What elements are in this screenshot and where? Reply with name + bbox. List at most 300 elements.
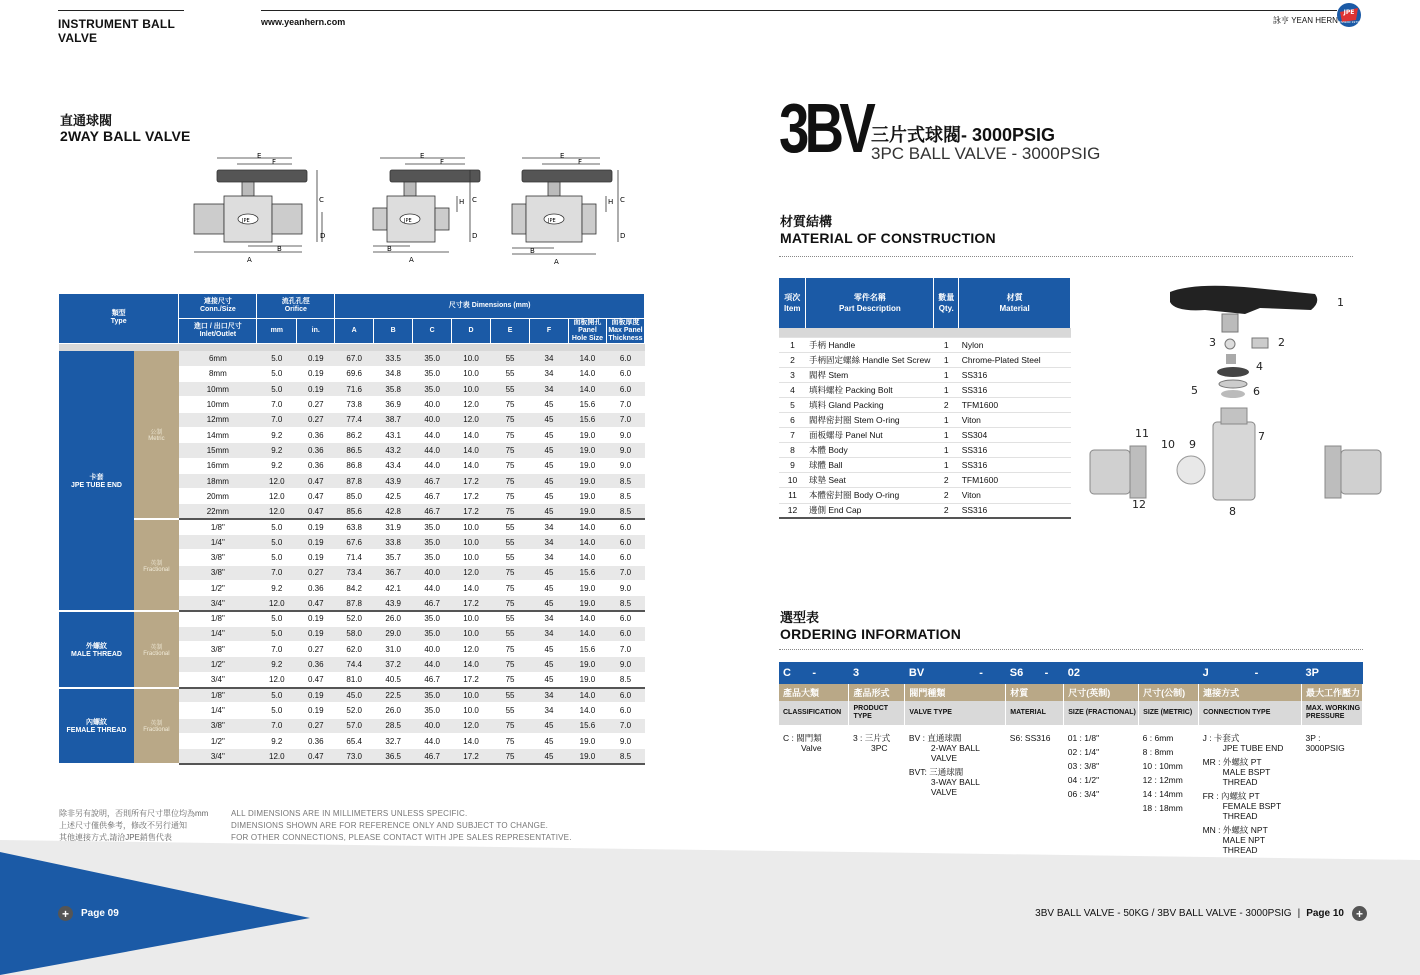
code-02: 02 xyxy=(1064,662,1139,684)
material-cell: Chrome-Plated Steel xyxy=(959,352,1071,367)
material-cell: Viton xyxy=(959,412,1071,427)
table-cell: 35.8 xyxy=(374,382,413,397)
table-cell: 36.7 xyxy=(374,565,413,580)
code-3: 3 xyxy=(849,662,905,684)
table-cell: 32.7 xyxy=(374,733,413,748)
table-cell: 1/2" xyxy=(179,580,257,595)
material-cell: 手柄固定螺絲 Handle Set Screw xyxy=(806,352,934,367)
opt-material: S6: SS316 xyxy=(1009,733,1051,743)
table-cell: 1/8" xyxy=(179,611,257,626)
table-cell: 19.0 xyxy=(568,427,606,442)
table-cell: 34 xyxy=(530,366,569,381)
unit-label: 公制 Metric xyxy=(134,351,179,519)
code-metric xyxy=(1139,662,1199,684)
table-cell: 12.0 xyxy=(452,397,491,412)
table-cell: 12.0 xyxy=(257,596,297,611)
table-cell: 75 xyxy=(491,473,530,488)
table-cell: 6.0 xyxy=(606,550,644,565)
table-cell: 44.0 xyxy=(413,443,452,458)
opt-connection: J : 卡套式 JPE TUBE END MR : 外螺紋 PT MALE BSPT THREAD FR : 內螺紋 PT FEMALE BSPT THREAD MN : 外螺紋 NPT MALE NPT THREAD xyxy=(1202,733,1284,855)
table-cell: 10.0 xyxy=(452,703,491,718)
col-in: in. xyxy=(297,318,335,343)
dim-d-label: D xyxy=(320,232,326,240)
material-row xyxy=(779,397,1071,412)
table-cell: 14.0 xyxy=(568,703,606,718)
table-cell: 12.0 xyxy=(452,642,491,657)
table-cell: 75 xyxy=(491,443,530,458)
table-cell: 46.7 xyxy=(413,473,452,488)
table-cell: 19.0 xyxy=(568,580,606,595)
material-cell: 2 xyxy=(779,352,806,367)
table-cell: 40.0 xyxy=(413,642,452,657)
table-cell: 0.47 xyxy=(297,672,335,687)
body-badge: JPE xyxy=(242,218,250,224)
table-cell: 42.1 xyxy=(374,580,413,595)
table-cell: 9.2 xyxy=(257,427,297,442)
table-cell: 10.0 xyxy=(452,366,491,381)
table-cell: 12.0 xyxy=(257,504,297,519)
callout-5: 5 xyxy=(1191,384,1198,397)
table-cell: 36.5 xyxy=(374,749,413,764)
table-cell: 0.19 xyxy=(297,366,335,381)
cat-en-3: MATERIAL xyxy=(1006,701,1064,725)
table-cell: 0.19 xyxy=(297,611,335,626)
material-cell: 5 xyxy=(779,397,806,412)
table-cell: 20mm xyxy=(179,489,257,504)
table-cell: 45 xyxy=(530,443,569,458)
material-cell: 11 xyxy=(779,488,806,503)
dim-c-label: C xyxy=(472,196,477,204)
material-cell: 1 xyxy=(934,412,959,427)
table-cell: 5.0 xyxy=(257,626,297,641)
material-cell: 球墊 Seat xyxy=(806,473,934,488)
table-cell: 17.2 xyxy=(452,489,491,504)
table-cell: 8.5 xyxy=(606,749,644,764)
table-cell: 58.0 xyxy=(335,626,374,641)
table-cell: 35.0 xyxy=(413,351,452,366)
table-cell: 14.0 xyxy=(568,626,606,641)
table-cell: 15.6 xyxy=(568,718,606,733)
table-cell: 44.0 xyxy=(413,733,452,748)
table-cell: 46.7 xyxy=(413,504,452,519)
table-cell: 8.5 xyxy=(606,596,644,611)
catalog-title-line1: INSTRUMENT BALL xyxy=(58,17,175,31)
col-f: F xyxy=(530,318,569,343)
table-cell: 44.0 xyxy=(413,458,452,473)
notes-zh: 除非另有說明，否則所有尺寸單位均為mm 上述尺寸僅供參考，修改不另行通知 其他連接方式,請洽JPE銷售代表 xyxy=(59,809,209,842)
unit-label: 英制 Fractional xyxy=(134,611,179,687)
female-thread-diagram xyxy=(510,152,656,270)
table-cell: 87.8 xyxy=(335,596,374,611)
cat-en-5: SIZE (METRIC) xyxy=(1139,701,1199,725)
table-cell: 7.0 xyxy=(257,397,297,412)
cat-zh-3: 材質 xyxy=(1006,684,1064,701)
col-a: A xyxy=(335,318,374,343)
table-cell: 6.0 xyxy=(606,382,644,397)
table-cell: 35.0 xyxy=(413,703,452,718)
cat-zh-2: 閥門種類 xyxy=(905,684,1006,701)
table-cell: 75 xyxy=(491,672,530,687)
table-cell: 0.36 xyxy=(297,733,335,748)
table-cell: 52.0 xyxy=(335,611,374,626)
table-cell: 7.0 xyxy=(257,642,297,657)
page-number-right xyxy=(1035,906,1375,921)
table-cell: 9.2 xyxy=(257,657,297,672)
table-cell: 9.2 xyxy=(257,443,297,458)
table-cell: 0.19 xyxy=(297,703,335,718)
table-cell: 19.0 xyxy=(568,749,606,764)
material-cell: 填料螺栓 Packing Bolt xyxy=(806,382,934,397)
table-cell: 31.9 xyxy=(374,519,413,534)
table-cell: 10mm xyxy=(179,382,257,397)
col-part: 零件名稱 Part Description xyxy=(806,278,934,328)
table-cell: 45 xyxy=(530,642,569,657)
table-cell: 10.0 xyxy=(452,688,491,703)
table-cell: 0.47 xyxy=(297,749,335,764)
material-cell: 2 xyxy=(934,397,959,412)
table-cell: 40.0 xyxy=(413,565,452,580)
page-number-left: + Page 09 xyxy=(50,906,119,921)
table-cell: 10.0 xyxy=(452,550,491,565)
table-cell: 86.2 xyxy=(335,427,374,442)
table-cell: 17.2 xyxy=(452,672,491,687)
table-cell: 15.6 xyxy=(568,642,606,657)
table-cell: 75 xyxy=(491,458,530,473)
opt-valve-type: BV : 直通球閥 2-WAY BALL VALVE BVT: 三通球閥 3-WAY BALL VALVE xyxy=(908,733,980,797)
table-cell: 34 xyxy=(530,626,569,641)
table-cell: 14mm xyxy=(179,427,257,442)
table-cell: 9.0 xyxy=(606,733,644,748)
dim-c-label: C xyxy=(620,196,625,204)
material-cell: SS304 xyxy=(959,428,1071,443)
callout-4: 4 xyxy=(1256,360,1263,373)
cat-en-7: MAX. WORKING PRESSURE xyxy=(1301,701,1362,725)
callout-2: 2 xyxy=(1278,336,1285,349)
code-bv: BV - xyxy=(905,662,1006,684)
table-cell: 62.0 xyxy=(335,642,374,657)
table-cell: 0.47 xyxy=(297,473,335,488)
table-cell: 29.0 xyxy=(374,626,413,641)
opt-fractional: 01 : 1/8" 02 : 1/4" 03 : 3/8" 04 : 1/2" 06 : 3/4" xyxy=(1067,733,1100,799)
website-url[interactable]: www.yeanhern.com xyxy=(261,10,1337,27)
table-cell: 45 xyxy=(530,427,569,442)
dim-e-label: E xyxy=(420,152,425,160)
table-cell: 10.0 xyxy=(452,611,491,626)
table-cell: 44.0 xyxy=(413,657,452,672)
unit-label: 英制 Fractional xyxy=(134,688,179,764)
body-badge: JPE xyxy=(548,218,556,224)
table-cell: 12.0 xyxy=(452,412,491,427)
table-cell: 7.0 xyxy=(606,718,644,733)
table-cell: 43.2 xyxy=(374,443,413,458)
group-label: 卡套 JPE TUBE END xyxy=(59,351,134,611)
brand-name: 詠亨 YEAN HERN xyxy=(1273,16,1338,25)
table-cell: 26.0 xyxy=(374,703,413,718)
callout-8: 8 xyxy=(1229,505,1236,518)
material-cell: 1 xyxy=(934,337,959,352)
table-cell: 6.0 xyxy=(606,351,644,366)
table-cell: 12.0 xyxy=(452,565,491,580)
section-title-en: 2WAY BALL VALVE xyxy=(60,128,191,144)
table-cell: 19.0 xyxy=(568,596,606,611)
table-cell: 45 xyxy=(530,718,569,733)
table-cell: 5.0 xyxy=(257,535,297,550)
table-cell: 0.36 xyxy=(297,443,335,458)
logo-sub-text: TAIWAN 1979 xyxy=(1338,20,1360,24)
table-cell: 35.0 xyxy=(413,688,452,703)
table-cell: 75 xyxy=(491,397,530,412)
table-cell: 69.6 xyxy=(335,366,374,381)
dim-f-label: F xyxy=(578,158,583,166)
dim-a-label: A xyxy=(554,258,559,266)
table-cell: 45 xyxy=(530,749,569,764)
exploded-view-illustration xyxy=(1085,280,1385,520)
cat-zh-0: 產品大類 xyxy=(779,684,849,701)
material-cell: 1 xyxy=(934,367,959,382)
col-panel-hole: 面板開孔 Panel Hole Size xyxy=(568,318,606,343)
table-cell: 6.0 xyxy=(606,611,644,626)
table-cell: 6.0 xyxy=(606,535,644,550)
table-cell: 12.0 xyxy=(257,672,297,687)
code-c: C - xyxy=(779,662,849,684)
table-cell: 10.0 xyxy=(452,626,491,641)
table-cell: 0.36 xyxy=(297,427,335,442)
table-cell: 7.0 xyxy=(606,397,644,412)
material-cell: 2 xyxy=(934,473,959,488)
table-cell: 9.0 xyxy=(606,458,644,473)
plus-circle-icon: + xyxy=(58,906,73,921)
table-cell: 55 xyxy=(491,351,530,366)
dim-h-label: H xyxy=(608,198,614,206)
cat-zh-1: 產品形式 xyxy=(849,684,905,701)
table-cell: 5.0 xyxy=(257,519,297,534)
catalog-title-line2: VALVE xyxy=(58,31,98,45)
table-cell: 0.19 xyxy=(297,519,335,534)
table-cell: 1/2" xyxy=(179,733,257,748)
table-cell: 46.7 xyxy=(413,749,452,764)
col-panel-thickness: 面板厚度 Max Panel Thickness xyxy=(608,318,643,342)
material-cell: TFM1600 xyxy=(959,397,1071,412)
col-d: D xyxy=(452,318,491,343)
cat-en-2: VALVE TYPE xyxy=(905,701,1006,725)
table-cell: 45 xyxy=(530,412,569,427)
material-row xyxy=(779,503,1071,518)
catalog-section-title xyxy=(58,10,184,45)
table-cell: 84.2 xyxy=(335,580,374,595)
table-cell: 8.5 xyxy=(606,504,644,519)
table-cell: 10.0 xyxy=(452,519,491,534)
table-cell: 86.8 xyxy=(335,458,374,473)
table-cell: 52.0 xyxy=(335,703,374,718)
table-cell: 37.2 xyxy=(374,657,413,672)
table-cell: 10.0 xyxy=(452,351,491,366)
table-cell: 35.0 xyxy=(413,611,452,626)
material-cell: 1 xyxy=(934,428,959,443)
table-cell: 45 xyxy=(530,458,569,473)
table-cell: 8.5 xyxy=(606,473,644,488)
col-mm: mm xyxy=(257,318,297,343)
cat-en-1: PRODUCT TYPE xyxy=(849,701,905,725)
table-cell: 7.0 xyxy=(257,718,297,733)
table-cell: 31.0 xyxy=(374,642,413,657)
table-cell: 43.9 xyxy=(374,596,413,611)
dim-a-label: A xyxy=(409,256,414,264)
product-code: 3BV xyxy=(779,89,872,167)
table-cell: 0.27 xyxy=(297,565,335,580)
callout-11: 11 xyxy=(1135,427,1149,440)
table-cell: 19.0 xyxy=(568,672,606,687)
table-cell: 46.7 xyxy=(413,489,452,504)
table-cell: 45.0 xyxy=(335,688,374,703)
material-cell: SS316 xyxy=(959,367,1071,382)
table-cell: 75 xyxy=(491,412,530,427)
table-row xyxy=(59,519,645,534)
table-cell: 73.0 xyxy=(335,749,374,764)
table-cell: 12.0 xyxy=(257,749,297,764)
material-table xyxy=(779,278,1071,519)
dim-h-label: H xyxy=(459,198,465,206)
table-cell: 43.1 xyxy=(374,427,413,442)
table-cell: 0.47 xyxy=(297,596,335,611)
col-conn: 連接尺寸 Conn./Size xyxy=(179,294,257,318)
table-cell: 1/4" xyxy=(179,703,257,718)
material-cell: SS316 xyxy=(959,458,1071,473)
table-cell: 0.19 xyxy=(297,382,335,397)
material-cell: 1 xyxy=(779,337,806,352)
cat-zh-6: 連接方式 xyxy=(1199,684,1302,701)
table-cell: 7.0 xyxy=(257,565,297,580)
table-cell: 5.0 xyxy=(257,382,297,397)
ordering-title-zh: 選型表 xyxy=(780,610,820,625)
code-3p: 3P xyxy=(1301,662,1362,684)
table-cell: 26.0 xyxy=(374,611,413,626)
table-cell: 45 xyxy=(530,565,569,580)
table-cell: 15.6 xyxy=(568,565,606,580)
material-row xyxy=(779,367,1071,382)
table-row xyxy=(59,351,645,366)
col-c: C xyxy=(413,318,452,343)
table-cell: 55 xyxy=(491,611,530,626)
table-cell: 71.6 xyxy=(335,382,374,397)
table-cell: 75 xyxy=(491,718,530,733)
table-cell: 35.7 xyxy=(374,550,413,565)
material-cell: 1 xyxy=(934,382,959,397)
material-cell: 3 xyxy=(779,367,806,382)
table-cell: 7.0 xyxy=(606,642,644,657)
table-cell: 42.5 xyxy=(374,489,413,504)
section-title-zh: 直通球閥 xyxy=(60,113,113,128)
table-cell: 3/8" xyxy=(179,550,257,565)
table-cell: 55 xyxy=(491,626,530,641)
col-dimensions: 尺寸表 Dimensions (mm) xyxy=(335,294,645,318)
table-cell: 10.0 xyxy=(452,382,491,397)
table-cell: 35.0 xyxy=(413,519,452,534)
table-cell: 0.27 xyxy=(297,718,335,733)
table-cell: 12mm xyxy=(179,412,257,427)
table-cell: 10.0 xyxy=(452,535,491,550)
cat-zh-5: 尺寸(公制) xyxy=(1139,684,1199,701)
dim-f-label: F xyxy=(272,158,277,166)
ordering-divider xyxy=(779,649,1363,650)
dim-e-label: E xyxy=(257,152,262,160)
table-cell: 73.4 xyxy=(335,565,374,580)
material-row xyxy=(779,473,1071,488)
material-cell: 4 xyxy=(779,382,806,397)
table-cell: 75 xyxy=(491,749,530,764)
table-cell: 6mm xyxy=(179,351,257,366)
material-cell: 1 xyxy=(934,458,959,473)
table-cell: 81.0 xyxy=(335,672,374,687)
material-cell: Viton xyxy=(959,488,1071,503)
moc-title-zh: 材質結構 xyxy=(780,214,833,229)
table-cell: 15.6 xyxy=(568,412,606,427)
opt-product-type: 3 : 三片式 3PC xyxy=(852,733,891,753)
table-cell: 15mm xyxy=(179,443,257,458)
table-cell: 28.5 xyxy=(374,718,413,733)
table-cell: 40.0 xyxy=(413,397,452,412)
table-cell: 40.0 xyxy=(413,718,452,733)
material-cell: SS316 xyxy=(959,443,1071,458)
table-cell: 17.2 xyxy=(452,596,491,611)
table-cell: 75 xyxy=(491,565,530,580)
table-cell: 34 xyxy=(530,535,569,550)
table-cell: 9.2 xyxy=(257,458,297,473)
table-cell: 19.0 xyxy=(568,733,606,748)
opt-metric: 6 : 6mm 8 : 8mm 10 : 10mm 12 : 12mm 14 : 14mm 18 : 18mm xyxy=(1142,733,1183,813)
table-cell: 0.27 xyxy=(297,412,335,427)
material-cell: TFM1600 xyxy=(959,473,1071,488)
table-cell: 14.0 xyxy=(452,733,491,748)
table-cell: 7.0 xyxy=(606,565,644,580)
table-cell: 3/8" xyxy=(179,642,257,657)
table-cell: 45 xyxy=(530,580,569,595)
callout-6: 6 xyxy=(1253,385,1260,398)
table-cell: 5.0 xyxy=(257,703,297,718)
table-cell: 67.0 xyxy=(335,351,374,366)
group-label: 內螺紋 FEMALE THREAD xyxy=(59,688,134,764)
table-cell: 0.19 xyxy=(297,688,335,703)
material-cell: SS316 xyxy=(959,382,1071,397)
cat-zh-7: 最大工作壓力 xyxy=(1301,684,1362,701)
col-material: 材質 Material xyxy=(959,278,1071,328)
table-cell: 14.0 xyxy=(568,535,606,550)
table-cell: 45 xyxy=(530,504,569,519)
table-cell: 9.0 xyxy=(606,580,644,595)
table-cell: 1/8" xyxy=(179,519,257,534)
material-cell: 8 xyxy=(779,443,806,458)
callout-12: 12 xyxy=(1132,498,1146,511)
plus-circle-icon: + xyxy=(1352,906,1367,921)
table-cell: 1/4" xyxy=(179,626,257,641)
material-cell: 本體 Body xyxy=(806,443,934,458)
table-cell: 14.0 xyxy=(452,427,491,442)
material-cell: SS316 xyxy=(959,503,1071,518)
table-cell: 14.0 xyxy=(568,611,606,626)
table-cell: 43.4 xyxy=(374,458,413,473)
col-inlet: 進口 / 出口尺寸 Inlet/Outlet xyxy=(179,318,257,343)
table-cell: 6.0 xyxy=(606,519,644,534)
table-cell: 5.0 xyxy=(257,550,297,565)
table-cell: 38.7 xyxy=(374,412,413,427)
table-cell: 3/8" xyxy=(179,718,257,733)
table-cell: 57.0 xyxy=(335,718,374,733)
callout-3: 3 xyxy=(1209,336,1216,349)
material-cell: 手柄 Handle xyxy=(806,337,934,352)
table-cell: 40.5 xyxy=(374,672,413,687)
dim-f-label: F xyxy=(440,158,445,166)
callout-10: 10 xyxy=(1161,438,1175,451)
material-cell: 邊側 End Cap xyxy=(806,503,934,518)
